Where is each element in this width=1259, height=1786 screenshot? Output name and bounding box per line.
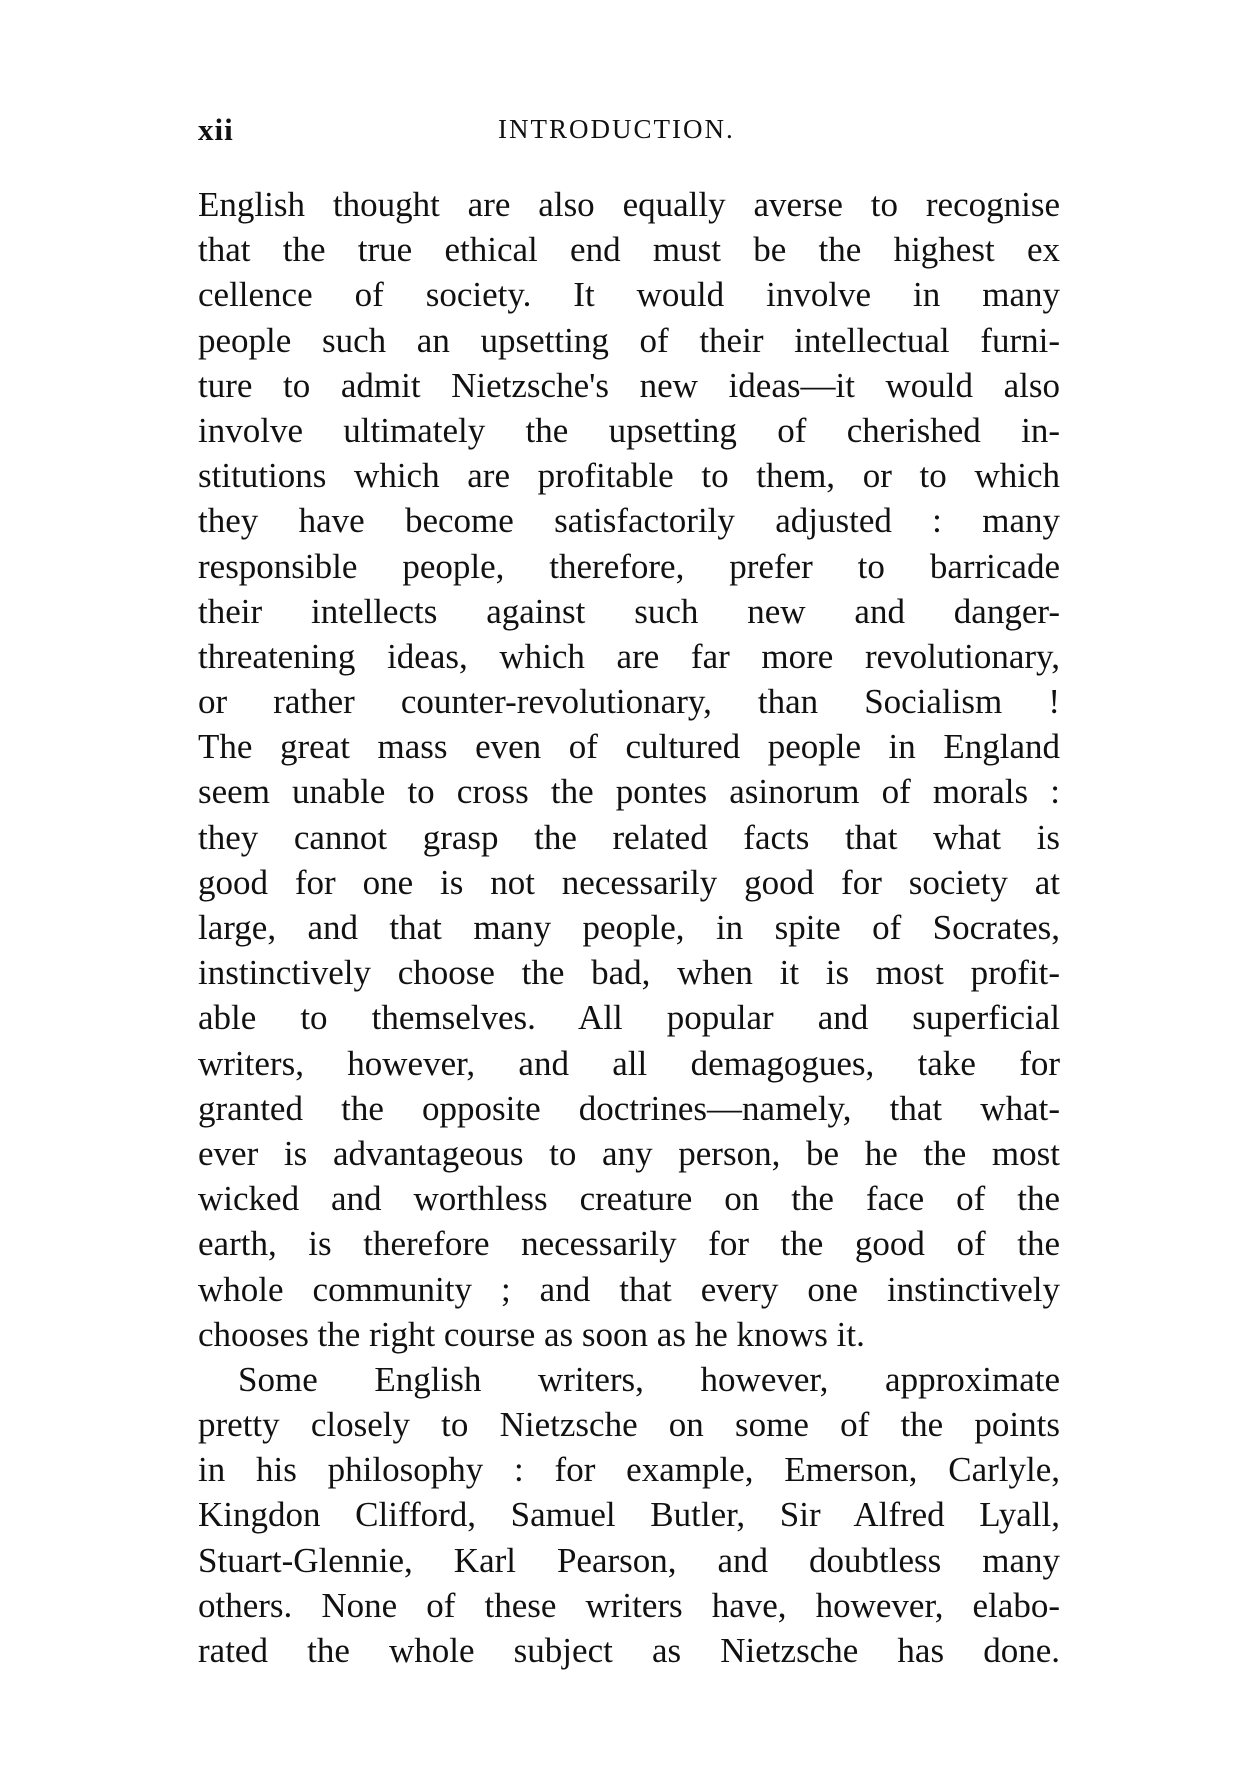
text-line: English thought are also equally averse to recognise [198, 185, 1060, 224]
text-line: The great mass even of cultured people in England [198, 727, 1060, 767]
text-line: Stuart-Glennie, Karl Pearson, and doubtless many [198, 1540, 1060, 1580]
text-line: that the true ethical end must be the highest ex [198, 230, 1060, 270]
text-line: people such an upsetting of their intellectual furni- [198, 320, 1060, 360]
text-line: responsible people, therefore, prefer to barricade [198, 546, 1060, 586]
text-line: stitutions which are profitable to them, or to which [198, 456, 1060, 496]
text-line: large, and that many people, in spite of Socrates, [198, 908, 1060, 947]
paragraph-1 [198, 182, 1060, 1357]
running-head: INTRODUCTION. [498, 114, 735, 144]
text-line: cellence of society. It would involve in many [198, 275, 1060, 315]
text-line: they cannot grasp the related facts that what is [198, 817, 1060, 857]
text-line: whole community ; and that every one instinctively [198, 1269, 1060, 1309]
text-line: ever is advantageous to any person, be he the most [198, 1133, 1060, 1173]
text-line: threatening ideas, which are far more revolutionary, [198, 636, 1060, 676]
text-line: writers, however, and all demagogues, take for [198, 1043, 1060, 1083]
text-line: others. None of these writers have, however, elabo- [198, 1585, 1060, 1625]
text-line: in his philosophy : for example, Emerson, Carlyle, [198, 1450, 1060, 1490]
text-line: or rather counter-revolutionary, than Socialism ! [198, 682, 1060, 722]
text-line: granted the opposite doctrines—namely, that what- [198, 1088, 1060, 1128]
text-line: pretty closely to Nietzsche on some of the points [198, 1405, 1060, 1445]
text-line: they have become satisfactorily adjusted : many [198, 501, 1060, 541]
text-line: chooses the right course as soon as he knows it. [198, 1314, 865, 1354]
text-line: wicked and worthless creature on the face of the [198, 1179, 1060, 1219]
text-line: good for one is not necessarily good for society at [198, 862, 1060, 902]
paragraph-2 [198, 1357, 1060, 1673]
text-line: involve ultimately the upsetting of cherished in- [198, 410, 1060, 450]
text-line: Some English writers, however, approximate [238, 1359, 1060, 1399]
text-line: able to themselves. All popular and superficial [198, 998, 1060, 1038]
text-line: rated the whole subject as Nietzsche has done. [198, 1631, 1060, 1670]
page-header [198, 112, 1060, 152]
text-line: instinctively choose the bad, when it is most profit- [198, 953, 1060, 993]
text-line: their intellects against such new and danger- [198, 591, 1060, 631]
body-text [198, 182, 1060, 1673]
page-number: xii [198, 112, 234, 147]
text-line: seem unable to cross the pontes asinorum of morals : [198, 772, 1060, 812]
text-line: Kingdon Clifford, Samuel Butler, Sir Alfred Lyall, [198, 1495, 1060, 1535]
text-line: earth, is therefore necessarily for the good of the [198, 1224, 1060, 1264]
text-line: ture to admit Nietzsche's new ideas—it would also [198, 365, 1060, 405]
